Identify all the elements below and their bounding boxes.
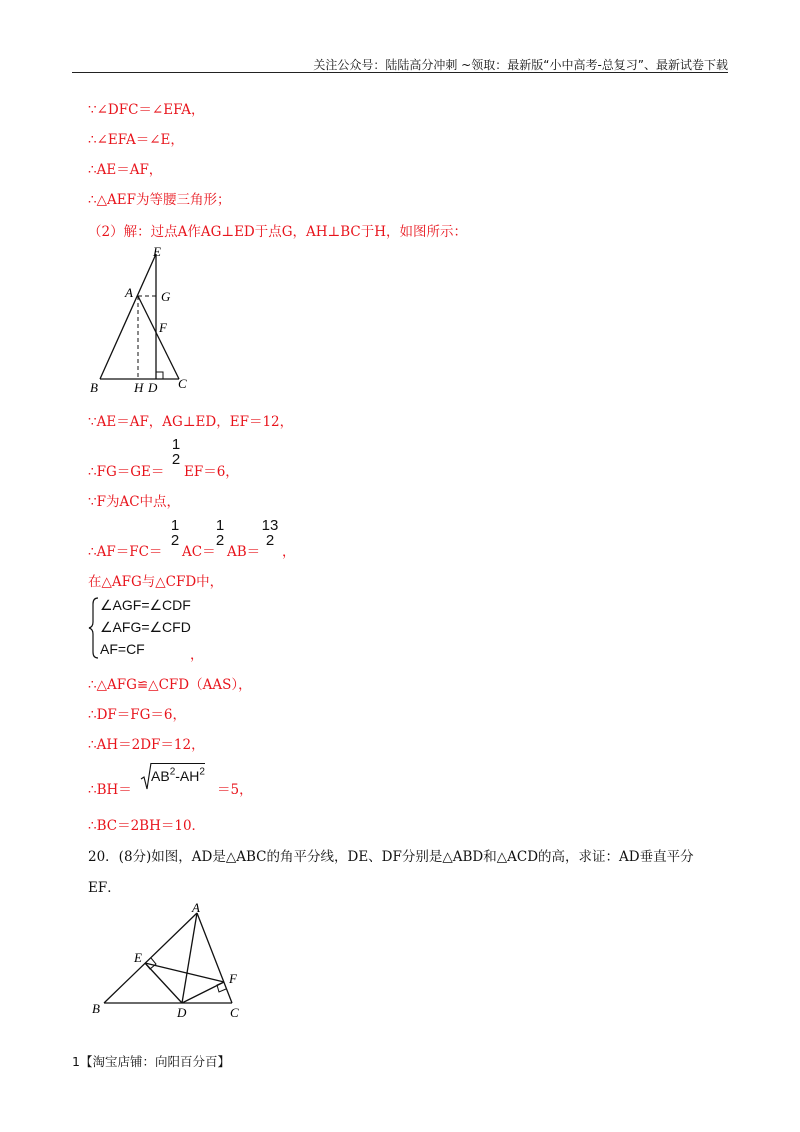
sol-line-14b: ＝5， — [217, 782, 253, 798]
line-AC — [197, 913, 232, 1003]
figure-triangle-abc-2 — [86, 896, 256, 1026]
sol-line-13: ∴AH＝2DF＝12， — [88, 737, 205, 753]
radicand-ah: -AH — [175, 768, 200, 784]
label-F: F — [229, 971, 237, 986]
fraction-denominator: 2 — [215, 532, 225, 549]
fraction-numerator: 1 — [170, 517, 180, 534]
label-C: C — [178, 376, 187, 391]
line-AD — [182, 913, 197, 1003]
label-B: B — [90, 380, 98, 395]
sol-line-9b: AC＝ — [182, 544, 216, 560]
problem-20-line-2: EF． — [88, 880, 121, 896]
system-line-1: ∠AGF=∠CDF — [100, 597, 191, 613]
line-AC — [138, 296, 179, 379]
fraction-denominator: 2 — [171, 451, 181, 468]
label-D: D — [148, 380, 158, 395]
sol-line-3: ∴AE＝AF， — [88, 162, 163, 178]
label-A: A — [125, 285, 133, 300]
label-F: F — [159, 320, 167, 335]
label-H: H — [134, 380, 144, 395]
line-EF — [145, 963, 224, 982]
right-angle-D — [156, 372, 163, 379]
system-end-comma: ， — [190, 647, 204, 663]
label-B: B — [92, 1001, 100, 1016]
fraction-thirteen-halves — [259, 518, 281, 548]
fraction-denominator: 2 — [265, 532, 275, 549]
sol-line-9c: AB＝ — [227, 544, 261, 560]
fraction-half-1 — [169, 437, 183, 467]
label-E: E — [153, 244, 161, 259]
page-footer: 1【淘宝店铺：向阳百分百】 — [72, 1054, 230, 1069]
label-D: D — [177, 1005, 187, 1020]
fraction-numerator: 1 — [171, 436, 181, 453]
radicand-ab: AB — [151, 768, 170, 784]
figure-triangle-abc-1 — [86, 244, 196, 396]
system-line-3: AF=CF — [100, 641, 145, 657]
sol-line-5: （2）解：过点A作AG⊥ED于点G，AH⊥BC于H，如图所示： — [88, 224, 468, 240]
sol-line-6: ∵AE＝AF，AG⊥ED，EF＝12， — [88, 414, 294, 430]
sol-line-14a: ∴BH＝ — [88, 782, 132, 798]
line-AB — [104, 913, 197, 1003]
fraction-numerator: 13 — [261, 517, 279, 534]
sol-line-12: ∴DF＝FG＝6， — [88, 707, 187, 723]
sol-line-7a: ∴FG＝GE＝ — [88, 464, 165, 480]
fraction-half-2 — [168, 518, 182, 548]
sol-line-15: ∴BC＝2BH＝10． — [88, 818, 206, 834]
fraction-denominator: 2 — [170, 532, 180, 549]
sol-line-10: 在△AFG与△CFD中， — [88, 574, 224, 590]
exponent-1: 2 — [169, 766, 176, 778]
problem-20-line-1: 20．(8分)如图，AD是△ABC的角平分线，DE、DF分别是△ABD和△ACD的高，求证：AD垂直平分 — [88, 849, 694, 865]
page-header: 关注公众号：陆陆高分冲刺 ~领取：最新版“小中高考-总复习”、最新试卷下载 — [313, 58, 728, 72]
exponent-2: 2 — [199, 766, 205, 778]
label-C: C — [230, 1005, 239, 1020]
left-brace-icon — [88, 596, 100, 660]
header-rule — [72, 72, 728, 73]
sol-line-11: ∴△AFG≌△CFD（AAS）， — [88, 677, 252, 693]
sol-line-8: ∵F为AC中点， — [88, 494, 181, 510]
sol-line-1: ∵∠DFC＝∠EFA， — [88, 102, 205, 118]
sqrt-radicand — [151, 763, 205, 785]
sol-line-9d: ， — [282, 544, 296, 560]
label-G: G — [161, 289, 171, 304]
label-A: A — [192, 900, 200, 915]
sol-line-9a: ∴AF＝FC＝ — [88, 544, 163, 560]
system-line-2: ∠AFG=∠CFD — [100, 619, 191, 635]
fraction-half-3 — [213, 518, 227, 548]
sol-line-4: ∴△AEF为等腰三角形； — [88, 192, 231, 208]
fraction-numerator: 1 — [215, 517, 225, 534]
sol-line-7b: EF＝6， — [184, 464, 239, 480]
sol-line-2: ∴∠EFA＝∠E， — [88, 132, 184, 148]
label-E: E — [134, 950, 142, 965]
